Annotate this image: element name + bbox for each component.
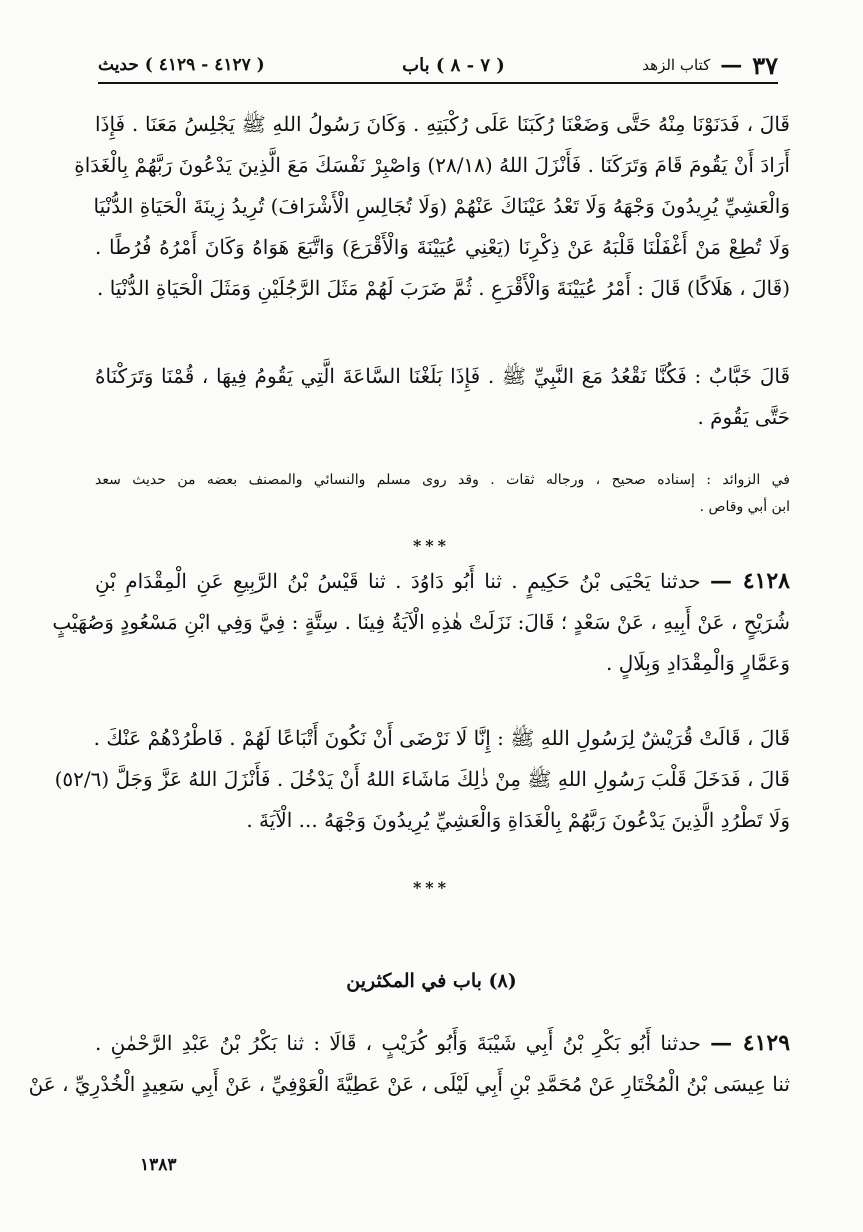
- hadith-number: ٤١٢٨ —: [710, 568, 790, 594]
- note-line: ابن أبي وقاص .: [699, 499, 790, 515]
- hadith-4128-continued: [54, 718, 790, 841]
- chapter-heading: (٨) باب في المكثرين: [346, 970, 517, 992]
- hadith-number: ٤١٢٩ —: [710, 1030, 791, 1056]
- footnote: [95, 467, 790, 521]
- header-hadith-range: ( ٤١٢٧ - ٤١٢٩ ) حديث: [98, 55, 265, 75]
- text-line: وَالْعَشِيِّ يُرِيدُونَ وَجْهَهُ وَلَا تَعْدُ عَيْنَاكَ عَنْهُمْ (وَلَا تُجَالِسِ الْأَشْرَافَ) تُرِيدُ زِينَةَ الْحَيَاةِ الدُّنْيَا: [93, 194, 790, 218]
- text-line: قَالَ ، فَدَنَوْنَا مِنْهُ حَتَّى وَضَعْنَا رُكَبَنَا عَلَى رُكْبَتِهِ . وَكَانَ رَسُولُ اللهِ ﷺ يَجْلِسُ مَعَنَا . فَإِذَا: [95, 112, 790, 136]
- text-line: [95, 1023, 790, 1064]
- text-line: قَالَ ، فَدَخَلَ قَلْبَ رَسُولِ اللهِ ﷺ مِنْ ذٰلِكَ مَاشَاءَ اللهُ أَنْ يَدْخُلَ . فَأَنْزَلَ اللهُ عَزَّ وَجَلَّ (٥٢/٦): [54, 767, 790, 791]
- header-chapter-ref: ( ٧ - ٨ ) باب: [402, 54, 505, 76]
- header-right: [642, 51, 778, 80]
- running-header: [98, 48, 778, 84]
- footer-page-number: ١٣٨٣: [140, 1155, 177, 1175]
- paragraph-1: [74, 104, 790, 309]
- text-line: وَعَمَّارٍ وَالْمِقْدَادِ وَبِلَالٍ .: [606, 651, 790, 675]
- header-book-title: كتاب الزهد: [642, 56, 711, 74]
- paragraph-2: [95, 356, 790, 438]
- note-line: في الزوائد : إسناده صحيح ، ورجاله ثقات . وقد روى مسلم والنسائي والمصنف بعضه من حديث سعد: [95, 472, 790, 488]
- text-line: (قَالَ ، هَلَاكًا) قَالَ : أَمْرُ عُيَيْنَةَ وَالْأَقْرَعِ . ثُمَّ ضَرَبَ لَهُمْ مَثَلَ الرَّجُلَيْنِ وَمَثَلَ الْحَيَاةِ الدُّنْيَا .: [96, 276, 790, 300]
- separator-stars: ***: [412, 878, 451, 897]
- header-dash: —: [720, 52, 743, 78]
- hadith-4129: [28, 1023, 791, 1105]
- text-line: وَلَا تَطْرُدِ الَّذِينَ يَدْعُونَ رَبَّهُمْ بِالْغَدَاةِ وَالْعَشِيِّ يُرِيدُونَ وَجْهَهُ ... الْآيَةَ .: [246, 808, 790, 832]
- text-line: شُرَيْحٍ ، عَنْ أَبِيهِ ، عَنْ سَعْدٍ ؛ قَالَ: نَزَلَتْ هٰذِهِ الْآيَةُ فِينَا . سِتَّةٍ : فِيَّ وَفِي ابْنِ مَسْعُودٍ وَصُهَيْبٍ: [52, 610, 790, 634]
- hadith-text: حدثنا يَحْيَى بْنُ حَكِيمٍ . ثنا أَبُو دَاوُدَ . ثنا قَيْسُ بْنُ الرَّبِيعِ عَنِ الْمِقْدَامِ بْنِ: [95, 569, 701, 593]
- text-line: وَلَا تُطِعْ مَنْ أَغْفَلْنَا قَلْبَهُ عَنْ ذِكْرِنَا (يَعْنِي عُيَيْنَةَ وَالْأَقْرَعَ) وَاتَّبَعَ هَوَاهُ وَكَانَ أَمْرُهُ فُرُطًا .: [95, 235, 790, 259]
- text-line: قَالَ ، قَالَتْ قُرَيْشٌ لِرَسُولِ اللهِ ﷺ : إِنَّا لَا نَرْضَى أَنْ نَكُونَ أَتْبَاعًا لَهُمْ . فَاطْرُدْهُمْ عَنْكَ .: [93, 726, 790, 750]
- text-line: حَتَّى يَقُومَ .: [697, 405, 790, 429]
- header-page-number: ٣٧: [752, 50, 778, 80]
- text-line: [95, 561, 790, 602]
- text-line: أَرَادَ أَنْ يَقُومَ قَامَ وَتَرَكَنَا . فَأَنْزَلَ اللهُ (٢٨/١٨) وَاصْبِرْ نَفْسَكَ مَعَ الَّذِينَ يَدْعُونَ رَبَّهُمْ بِالْغَدَاةِ: [74, 153, 790, 177]
- text-line: قَالَ خَبَّابٌ : فَكُنَّا نَقْعُدُ مَعَ النَّبِيِّ ﷺ . فَإِذَا بَلَغْنَا السَّاعَةَ الَّتِي يَقُومُ فِيهَا ، قُمْنَا وَتَرَكْنَاهُ: [95, 364, 790, 388]
- hadith-4128: [52, 561, 790, 684]
- separator-stars: ***: [412, 536, 451, 555]
- hadith-text: حدثنا أَبُو بَكْرِ بْنُ أَبِي شَيْبَةَ وَأَبُو كُرَيْبٍ ، قَالَا : ثنا بَكْرُ بْنُ عَبْدِ الرَّحْمٰنِ .: [95, 1031, 701, 1055]
- text-line: ثنا عِيسَى بْنُ الْمُخْتَارِ عَنْ مُحَمَّدِ بْنِ أَبِي لَيْلَى ، عَنْ عَطِيَّةَ الْعَوْفِيِّ ، عَنْ أَبِي سَعِيدٍ الْخُدْرِيِّ ، عَنْ: [28, 1072, 790, 1096]
